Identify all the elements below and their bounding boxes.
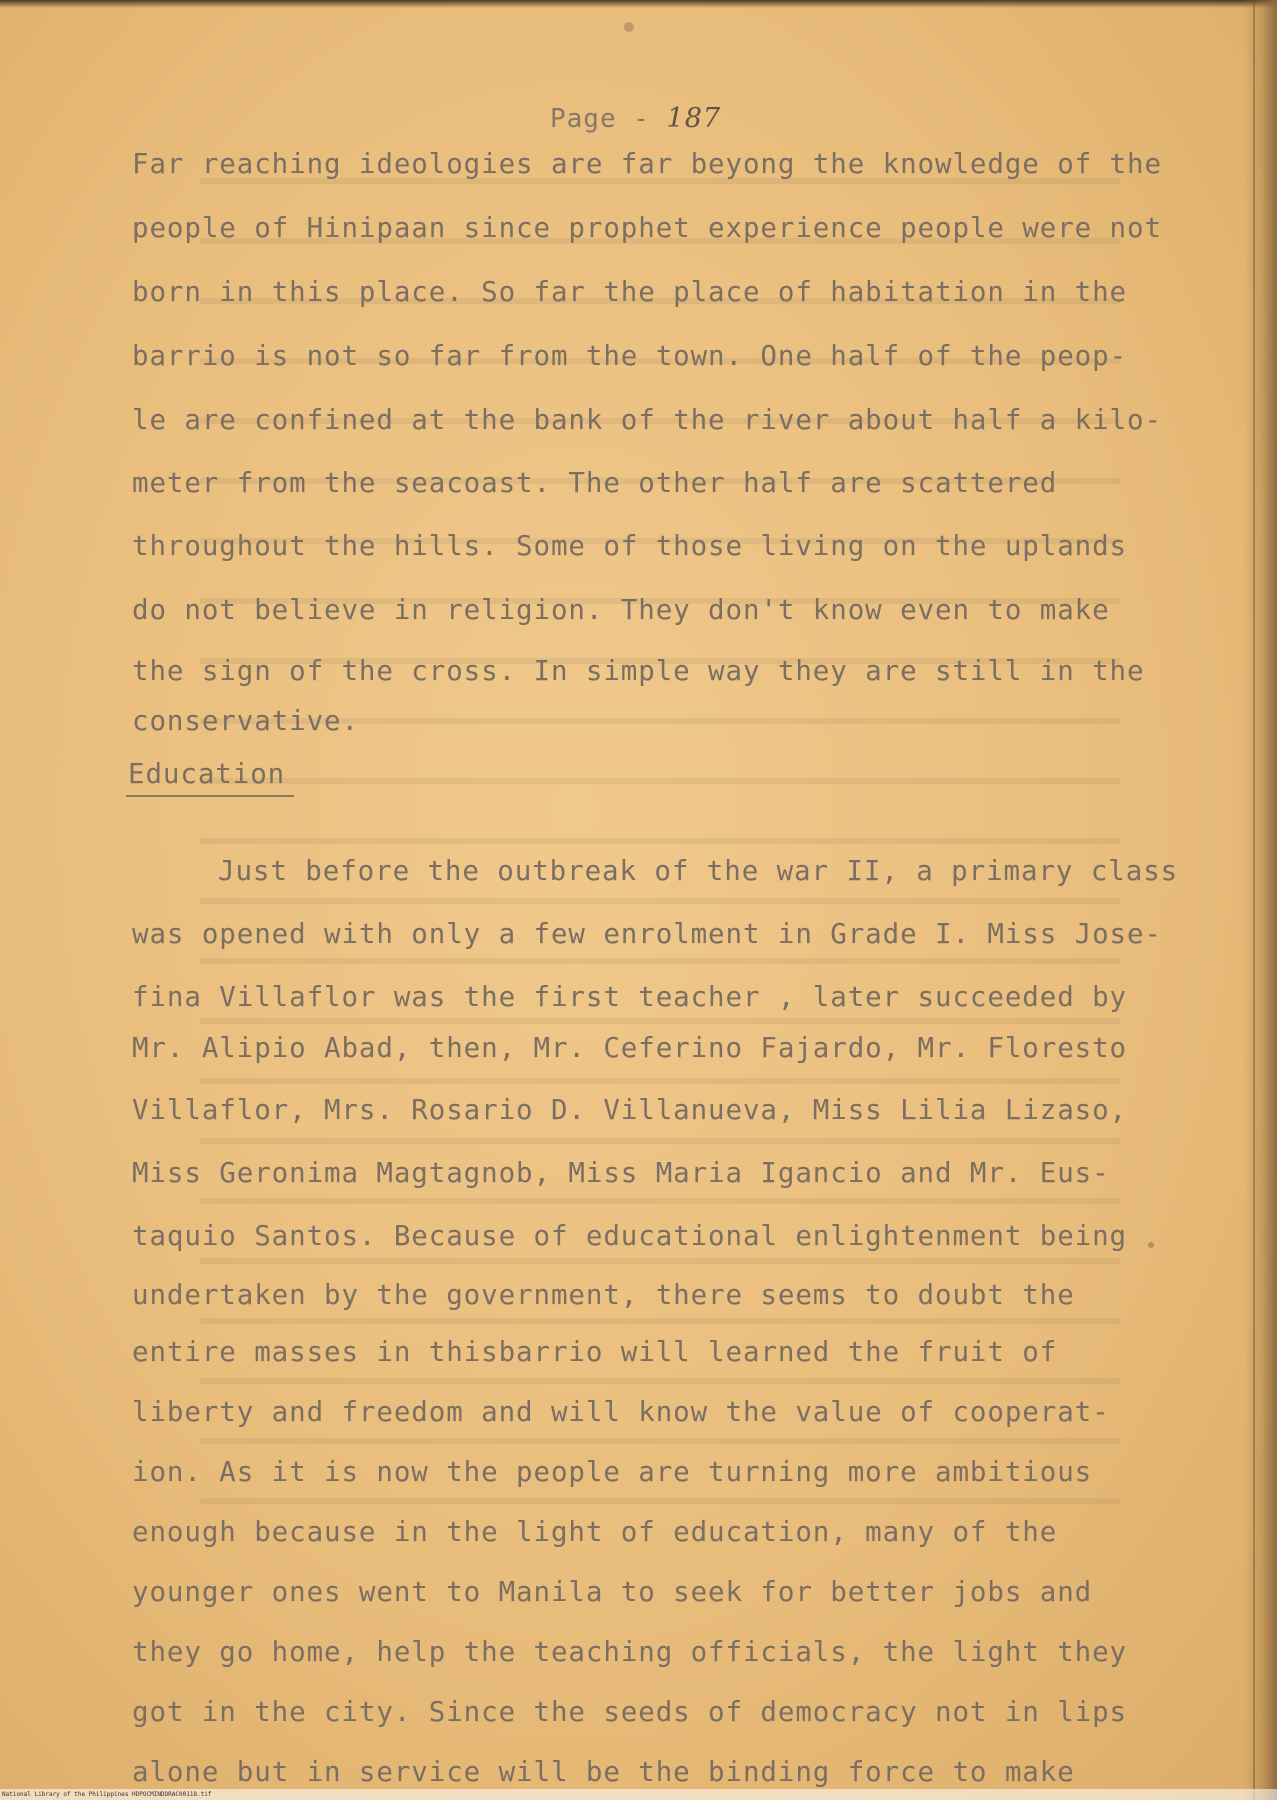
text-line: people of Hinipaan since prophet experience people were not [132,212,1162,244]
scan-top-edge [0,0,1277,8]
ink-mark [1148,1242,1154,1248]
text-line: got in the city. Since the seeds of democracy not in lips [132,1696,1128,1728]
text-line: Miss Geronima Magtagnob, Miss Maria Igancio and Mr. Eus- [132,1157,1110,1189]
text-line: undertaken by the government, there seems to doubt the [132,1279,1075,1311]
text-line: entire masses in thisbarrio will learned the fruit of [132,1336,1058,1368]
text-line: do not believe in religion. They don't know even to make [132,594,1110,626]
text-line: enough because in the light of education, many of the [132,1516,1058,1548]
text-line: born in this place. So far the place of habitation in the [132,276,1128,308]
text-line: ion. As it is now the people are turning more ambitious [132,1456,1093,1488]
text-line: conservative. [132,705,359,737]
text-line: le are confined at the bank of the river about half a kilo- [132,404,1162,436]
text-line: throughout the hills. Some of those living on the uplands [132,530,1128,562]
text-line: Villaflor, Mrs. Rosario D. Villanueva, Miss Lilia Lizaso, [132,1094,1128,1126]
text-line: meter from the seacoast. The other half are scattered [132,467,1058,499]
text-line: Just before the outbreak of the war II, a primary class [218,855,1179,887]
text-line: younger ones went to Manila to seek for better jobs and [132,1576,1093,1608]
text-line: they go home, help the teaching officials, the light they [132,1636,1128,1668]
text-line: alone but in service will be the binding force to make [132,1756,1075,1788]
text-line: liberty and freedom and will know the value of cooperat- [132,1396,1110,1428]
page-number [550,103,721,134]
heading-underline [126,795,294,797]
text-line: barrio is not so far from the town. One half of the peop- [132,340,1128,372]
section-heading-education: Education [128,758,286,790]
text-line: Mr. Alipio Abad, then, Mr. Ceferino Fajardo, Mr. Floresto [132,1032,1128,1064]
text-line: fina Villaflor was the first teacher , later succeeded by [132,981,1128,1013]
text-line: Far reaching ideologies are far beyong the knowledge of the [132,148,1162,180]
text-line: taquio Santos. Because of educational enlightenment being [132,1220,1128,1252]
binding-edge [1243,0,1277,1800]
paper-smudge [624,22,634,32]
page-label: Page - [550,104,650,134]
handwritten-page-number: 187 [666,103,722,134]
text-line: the sign of the cross. In simple way they are still in the [132,655,1145,687]
text-line: was opened with only a few enrolment in Grade I. Miss Jose- [132,918,1162,950]
binding-line [1253,0,1255,1800]
scan-footer-caption: National Library of the Philippines HDPOCMINDORAC00118.tif [0,1789,1277,1800]
